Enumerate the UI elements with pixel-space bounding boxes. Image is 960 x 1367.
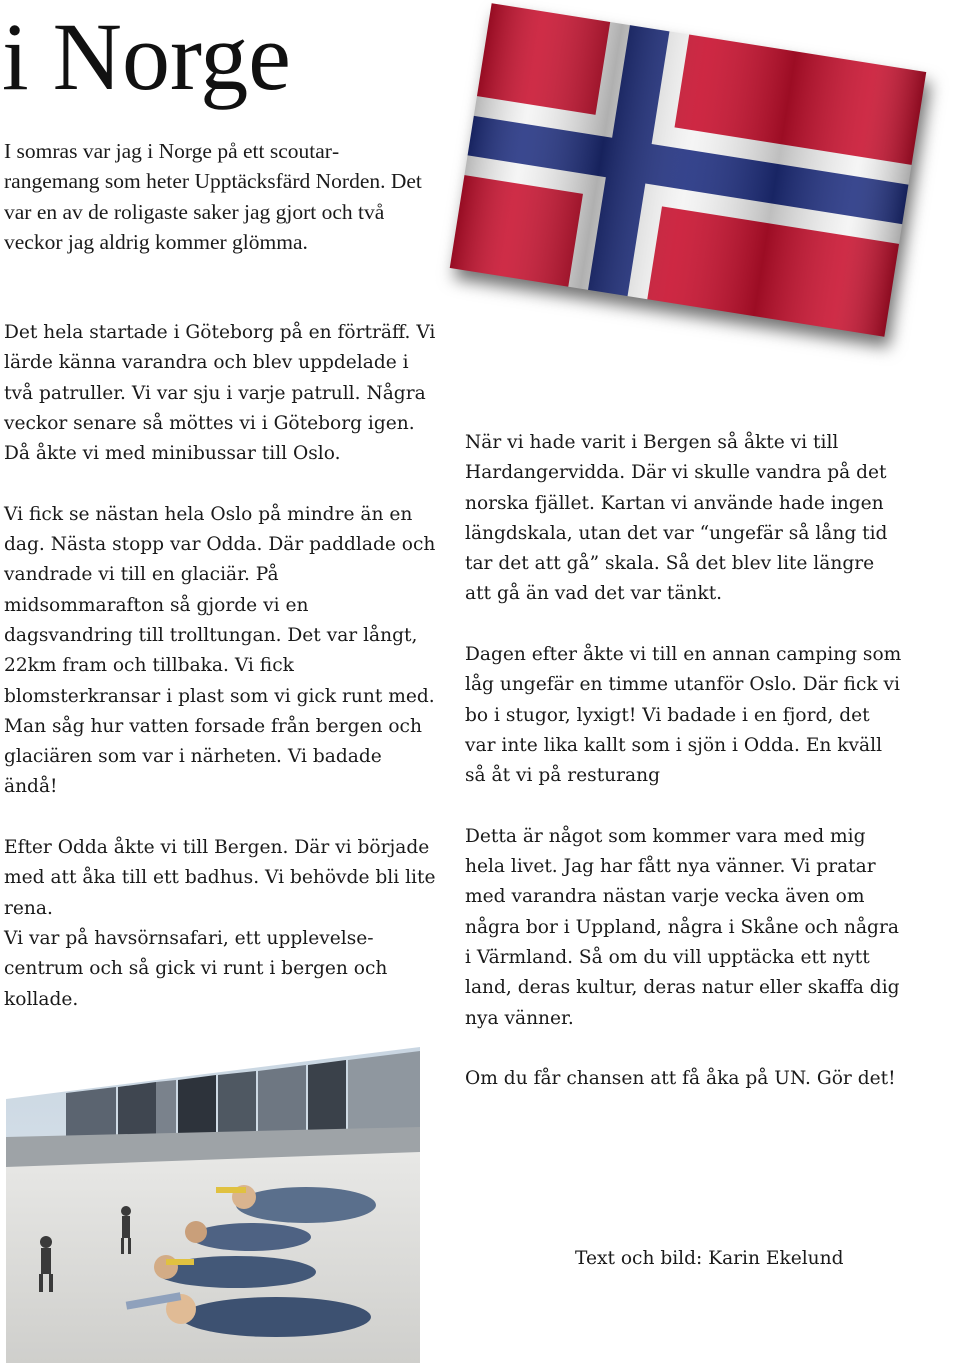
scouts-photo (6, 1047, 420, 1363)
norway-flag-icon (450, 3, 927, 337)
paragraph: Dagen efter åkte vi till en annan camping som låg ungefär en timme utanför Oslo. Där fick vi bo i stugor, lyxigt! Vi badade i en fjord, det var inte lika kallt som i sjön i Odda. En kväll så åt vi på resturang (465, 644, 902, 787)
lead-paragraph: I somras var jag i Norge på ett scoutarrangemang som heter Upptäcksfärd Norden. Det var en av de roligaste saker jag gjort och två veckor jag aldrig kommer glömma. (4, 139, 422, 254)
photo-credit: Text och bild: Karin Ekelund (575, 1248, 844, 1269)
right-column (465, 428, 905, 1125)
paragraph: Detta är något som kommer vara med mig hela livet. Jag har fått nya vänner. Vi pratar med varandra nästan varje vecka även om några bor i Uppland, några i Skåne och några i Värmland. Så om du vill upptäcka ett nytt land, deras kultur, deras natur eller skaffa dig nya vänner. (465, 825, 900, 1029)
paragraph: Om du får chansen att få åka på UN. Gör det! (465, 1068, 896, 1090)
paragraph: Vi fick se nästan hela Oslo på mindre än en dag. Nästa stopp var Odda. Där paddlade och vandrade vi till en glaciär. På midsommarafton så gjorde vi en dagsvandring till trolltungan. Det var långt, 22km fram och tillbaka. Vi fick blomsterkransar i plast som vi gick runt med. Man såg hur vatten forsade från bergen och glaciären som var i närheten. Vi badade ändå! (4, 503, 436, 798)
left-column (4, 318, 440, 1045)
paragraph: Efter Odda åkte vi till Bergen. Där vi började med att åka till ett badhus. Vi behövde bli lite rena. (4, 837, 436, 919)
paragraph: När vi hade varit i Bergen så åkte vi till Hardangervidda. Där vi skulle vandra på det norska fjället. Kartan vi använde hade ingen längdskala, utan det var “ungefär så lång tid tar det att gå” skala. Så det blev lite längre att gå än vad det var tänkt. (465, 432, 888, 605)
paragraph: Det hela startade i Göteborg på en förträff. Vi lärde känna varandra och blev uppdelade i två patruller. Vi var sju i varje patrull. Några veckor senare så möttes vi i Göteborg igen. Då åkte vi med minibussar till Oslo. (4, 322, 436, 465)
paragraph: Vi var på havsörnsafari, ett upplevelsecentrum och så gick vi runt i bergen och kollade. (4, 927, 388, 1010)
page-title: i Norge (2, 3, 291, 110)
